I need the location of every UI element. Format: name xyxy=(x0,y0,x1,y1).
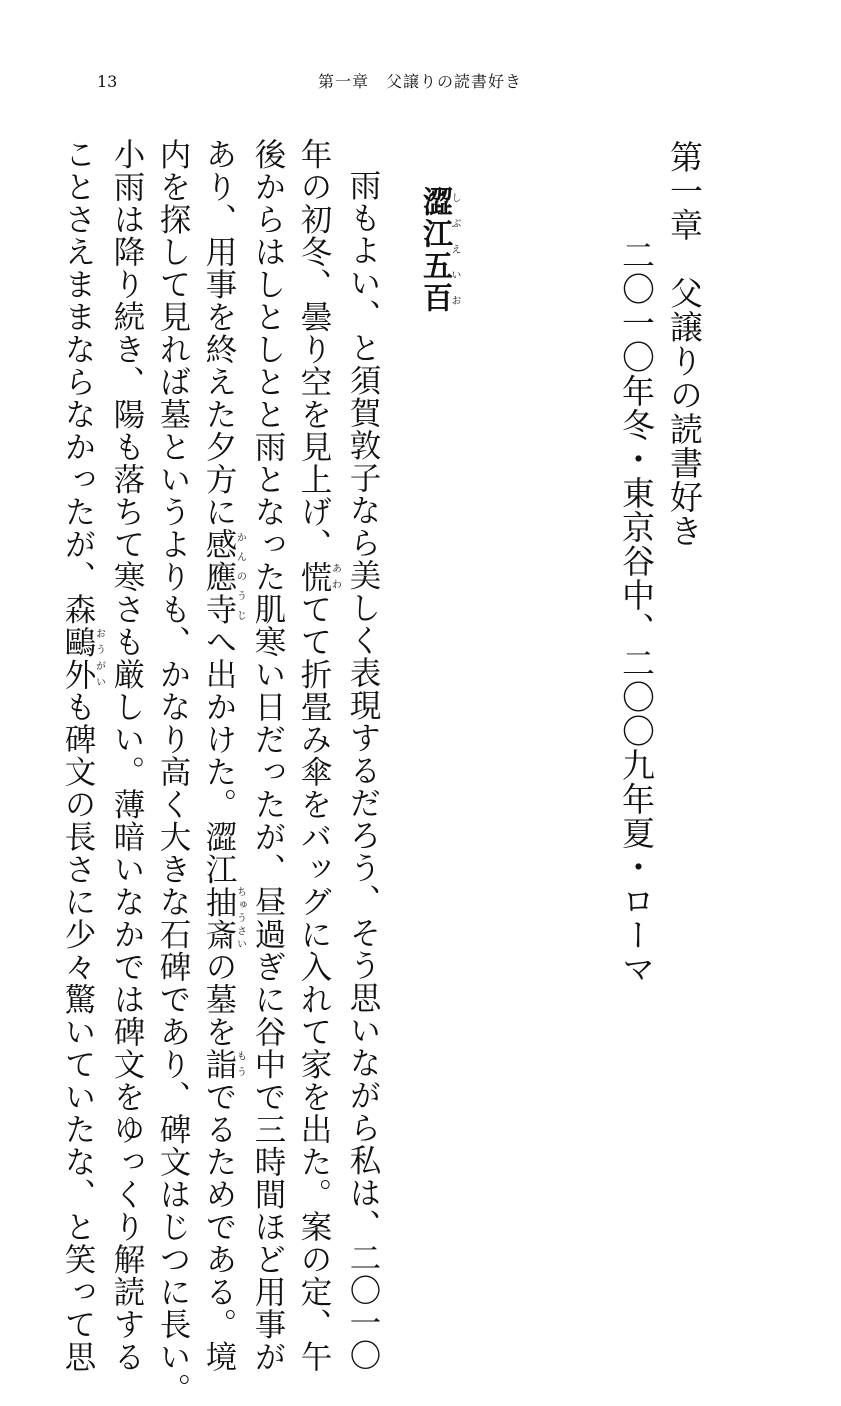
author-name-reading: しぶえいお xyxy=(449,186,460,314)
author-ruby xyxy=(417,186,460,314)
running-head xyxy=(0,70,841,94)
text-segment: でるためである。境 xyxy=(201,1080,237,1373)
body-text xyxy=(60,138,386,1406)
text-line xyxy=(245,138,291,1373)
text-segment: も碑文の長さに少々驚いていたな、と笑って思 xyxy=(60,690,96,1373)
ruby-base: 抽斎 xyxy=(201,885,237,951)
ruby-base: 鷗外 xyxy=(60,625,96,691)
text-line xyxy=(150,138,196,1406)
text-segment: 小雨は降り続き、陽も落ちて寒さも厳しい。薄暗いなかでは碑文をゆっくり解読する xyxy=(109,138,145,1373)
text-line xyxy=(196,138,246,1373)
ruby-awa xyxy=(296,560,341,594)
text-segment: あり、用事を終えた夕方に xyxy=(201,138,237,528)
ruby-mou xyxy=(201,1048,246,1081)
ruby-chusai xyxy=(201,885,246,951)
ruby-reading: かんのうじ xyxy=(234,528,246,626)
chapter-subtitle: 二〇一〇年冬・東京谷中、二〇〇九年夏・ローマ xyxy=(617,238,656,986)
ruby-kannouji xyxy=(201,528,246,626)
ruby-base: 慌 xyxy=(296,560,332,593)
author-name-base: 澀江五百 xyxy=(417,186,452,314)
text-line xyxy=(104,138,150,1373)
text-line xyxy=(340,138,386,1372)
ruby-reading: あわ xyxy=(329,560,341,593)
ruby-base: 感應寺 xyxy=(201,528,237,626)
text-segment: 年の初冬、曇り空を見上げ、 xyxy=(296,138,332,561)
text-segment: 内を探して見れば墓というよりも、かなり高く大きな石碑であり、碑文はじつに長い。 xyxy=(155,138,191,1406)
ruby-reading: ちゅうさい xyxy=(234,885,246,951)
text-segment: てて折畳み傘をバッグに入れて家を出た。案の定、午 xyxy=(296,593,332,1373)
text-segment: へ出かけた。澀江 xyxy=(201,625,237,886)
ruby-ougai xyxy=(60,625,105,691)
ruby-reading: もう xyxy=(234,1048,246,1081)
ruby-base: 詣 xyxy=(201,1048,237,1081)
text-segment: ことさえままならなかったが、森 xyxy=(60,138,96,626)
text-segment: の墓を xyxy=(201,950,237,1048)
text-segment: 雨もよい、と須賀敦子なら美しく表現するだろう、そう思いながら私は、二〇一〇 xyxy=(345,169,381,1372)
running-title: 第一章 父譲りの読書好き xyxy=(318,72,523,91)
chapter-title: 第一章 父譲りの読書好き xyxy=(665,140,704,548)
author-name xyxy=(419,186,460,314)
text-line xyxy=(55,138,105,1373)
text-segment: 後からはしとしとと雨となった肌寒い日だったが、昼過ぎに谷中で三時間ほど用事が xyxy=(250,138,286,1373)
page-number: 13 xyxy=(97,72,118,91)
text-line xyxy=(291,138,341,1373)
ruby-reading: おうがい xyxy=(93,625,105,691)
